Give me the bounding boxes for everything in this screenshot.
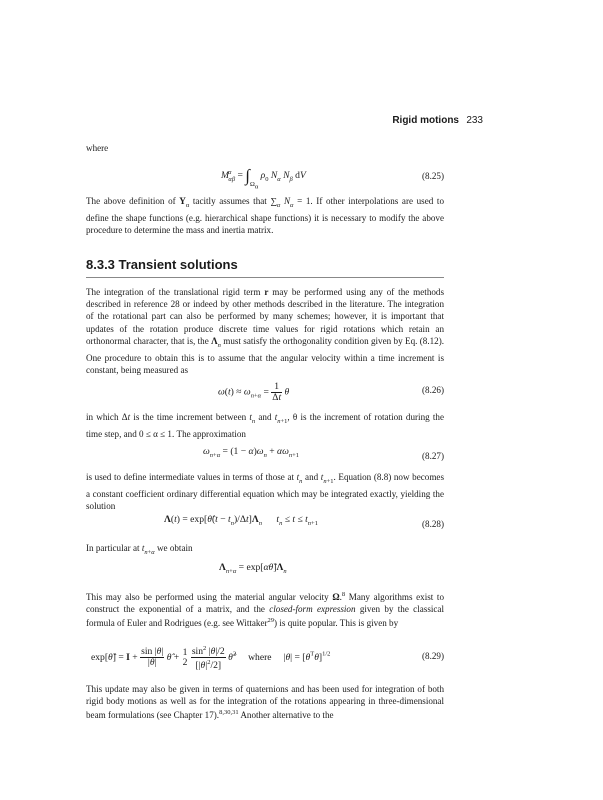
- paragraph-3: in which Δt is the time increment between $t_n$ and $t_{n+1}$, θ is the increment of rotation during the time step, and 0 ≤ α ≤ 1. The approximation: [86, 412, 444, 440]
- equation-lambda-n-alpha: [86, 562, 444, 588]
- header-page-number: 233: [466, 115, 483, 126]
- equation-8-27-body: $\omega_{n+\alpha} = (1 - \alpha)\omega_n + \alpha\omega_{n+1}$: [203, 446, 300, 459]
- equation-lambda-n-alpha-body: $\Lambda_{n+\alpha}$ = $\exp[\alpha\thetâ]\Lambda_n$: [219, 562, 287, 575]
- header-section-title: Rigid motions: [392, 115, 459, 126]
- paragraph-7: This update may also be given in terms of quaternions and has been used for integration of both rigid body motions as well as for the integration of the rotations appearing in three-dimensional beam formulations (see Chapter 17).$^{8,30,31}$ Another alternative to the: [86, 684, 444, 721]
- equation-8-29-where: where: [248, 651, 272, 663]
- paragraph-6: This may also be performed using the material angular velocity Ω.$^8$ Many algorithms exist to construct the exponential of a matrix, and the closed-form expression given by the classical formula of Euler and Rodrigues (e.g. see Wittaker$^{29}$) is quite popular. This is given by: [86, 591, 444, 629]
- equation-8-29-body: exp[θ̂] = I + $\frac{\sin |\theta|}{|\theta|}$ θ̂ + 1 2 $\frac{\sin^2 |\theta|/2}{[|\theta|^2/2]}$ θ̂$^2$ where $|\theta| = [\theta^T\theta]^{1/2}$: [91, 645, 331, 672]
- equation-8-27-number: (8.27): [422, 451, 444, 461]
- equation-8-29-number: (8.29): [422, 651, 444, 661]
- equation-8-28-body: Λ(t) = exp[θ̂(t − $t_n)/\Delta t]\Lambda_n$ $t_n \le t \le t_{n+1}$: [164, 514, 318, 527]
- equation-8-28-number: (8.28): [422, 519, 444, 529]
- equation-8-29: [86, 642, 444, 676]
- equation-8-25: [86, 166, 444, 192]
- equation-8-28: [86, 514, 444, 540]
- section-heading: [86, 256, 444, 278]
- section-heading-rule: [86, 277, 444, 278]
- section-heading-title: 8.3.3 Transient solutions: [86, 257, 238, 272]
- equation-8-26-body: $\omega(t) \approx \omega_{n+\alpha}$ = $\frac{1}{\Delta t}$ θ: [218, 381, 290, 403]
- where-text: where: [86, 143, 109, 153]
- paragraph-4: is used to define intermediate values in terms of those at $t_n$ and $t_{n+1}$. Equation (8.8) now becomes a constant coefficient ordinary differential equation which may be integrated exactly, yielding the solution: [86, 472, 444, 512]
- paragraph-2: The integration of the translational rigid term r may be performed using any of the methods described in reference 28 or indeed by other methods described in the literature. The integration of the rotational part can also be performed by many schemes; however, it is important that updates of the rotation produce discrete time values for rigid rotations which retain an orthonormal character, that is, the $\Lambda_n$ must satisfy the orthogonality condition given by Eq. (8.12). One procedure to obtain this is to assume that the angular velocity within a time increment is constant, being measured as: [86, 287, 445, 376]
- equation-8-25-number: (8.25): [422, 171, 444, 181]
- equation-8-25-body: $M^\alpha_{\alpha\beta} = \int_{\Omega_\alpha}$ $\rho_0$ $N_\alpha$ $N_\beta$ dV: [221, 166, 306, 191]
- paragraph-1: The above definition of $Y_\alpha$ tacitly assumes that $\sum_\alpha$ $N_\alpha = 1$. If other interpolations are used to define the shape functions (e.g. hierarchical shape functions) it is necessary to modify the above procedure to determine the mass and inertia matrix.: [86, 196, 444, 236]
- equation-8-26-number: (8.26): [422, 385, 444, 395]
- running-header: [86, 115, 483, 131]
- paragraph-5: In particular at $t_{n+\alpha}$ we obtain: [86, 543, 193, 556]
- equation-8-26: [86, 380, 444, 406]
- equation-8-27: [86, 446, 444, 472]
